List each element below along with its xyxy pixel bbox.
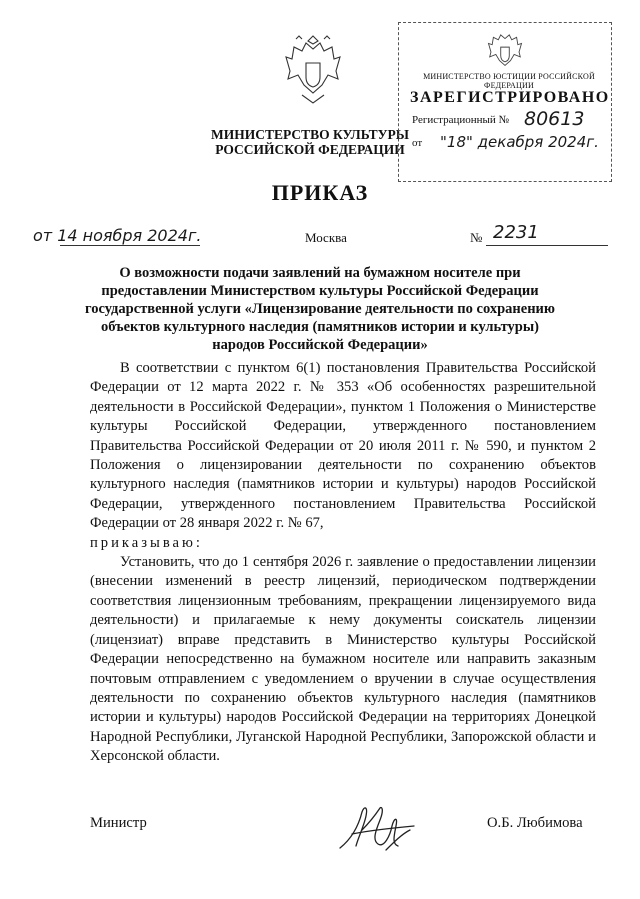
stamp-date-value: "18" декабря 2024г. xyxy=(440,133,599,151)
stamp-registered: ЗАРЕГИСТРИРОВАНО xyxy=(410,89,610,106)
order-heading: О возможности подачи заявлений на бумажном носителе при предоставлении Министерством культуры Российской Федерации государственной услуги «Лицензирование деятельности по сохранению объектов культурного наследия (памятников истории и культуры) народов Российской Федерации» xyxy=(84,265,555,353)
ministry-name xyxy=(210,127,410,157)
number-underline xyxy=(486,245,608,246)
stamp-emblem-icon xyxy=(486,30,524,74)
signer-name: О.Б. Любимова xyxy=(487,815,583,831)
ministry-line-1: МИНИСТЕРСТВО КУЛЬТУРЫ xyxy=(210,127,410,142)
document-title: ПРИКАЗ xyxy=(271,180,369,205)
stamp-reg-label: Регистрационный № xyxy=(412,114,510,126)
order-word: приказываю: xyxy=(90,534,203,551)
coat-of-arms-icon xyxy=(282,35,344,107)
date-underline xyxy=(60,245,200,246)
operative-paragraph: Установить, что до 1 сентября 2026 г. заявление о предоставлении лицензии (внесении изменений в реестр лицензий, периодическом подтверждении соответствия лицензионным требованиям, прекращении лицензируемого вида деятельности) и прилагаемые к нему документы соискатель лицензии (лицензиат) вправе представить в Министерство культуры Российской Федерации непосредственно на бумажном носителе или направить заказным почтовым отправлением с уведомлением о вручении в случае осуществления деятельности по сохранению объектов культурного наследия (памятников истории и культуры) народов Российской Федерации на территориях Донецкой Народной Республики, Луганской Народной Республики, Запорожской области и Херсонской области. xyxy=(90,554,596,765)
stamp-reg-number: 80613 xyxy=(524,108,585,130)
stamp-agency: МИНИСТЕРСТВО ЮСТИЦИИ РОССИЙСКОЙ ФЕДЕРАЦИИ xyxy=(423,72,595,90)
order-city: Москва xyxy=(305,230,347,245)
stamp-date-prefix: от xyxy=(412,137,423,149)
handwritten-signature-icon xyxy=(332,800,422,855)
signer-position: Министр xyxy=(90,815,147,831)
preamble-paragraph: В соответствии с пунктом 6(1) постановления Правительства Российской Федерации от 12 марта 2022 г. № 353 «Об особенностях разрешительной деятельности в Российской Федерации», пунктом 1 Положения о Министерстве культуры Российской Федерации, утвержденного постановлением Правительства Российской Федерации от 20 июля 2011 г. № 590, и пунктом 2 Положения о лицензировании деятельности по сохранению объектов культурного наследия (памятников истории и культуры) народов Российской Федерации, утвержденного постановлением Правительства Российской Федерации от 28 января 2022 г. № 67, xyxy=(90,360,596,532)
order-body xyxy=(90,359,596,767)
ministry-line-2: РОССИЙСКОЙ ФЕДЕРАЦИИ xyxy=(215,142,405,157)
order-date: от 14 ноября 2024г. xyxy=(33,226,202,245)
order-number: 2231 xyxy=(493,222,539,243)
order-number-label: № xyxy=(470,230,483,245)
